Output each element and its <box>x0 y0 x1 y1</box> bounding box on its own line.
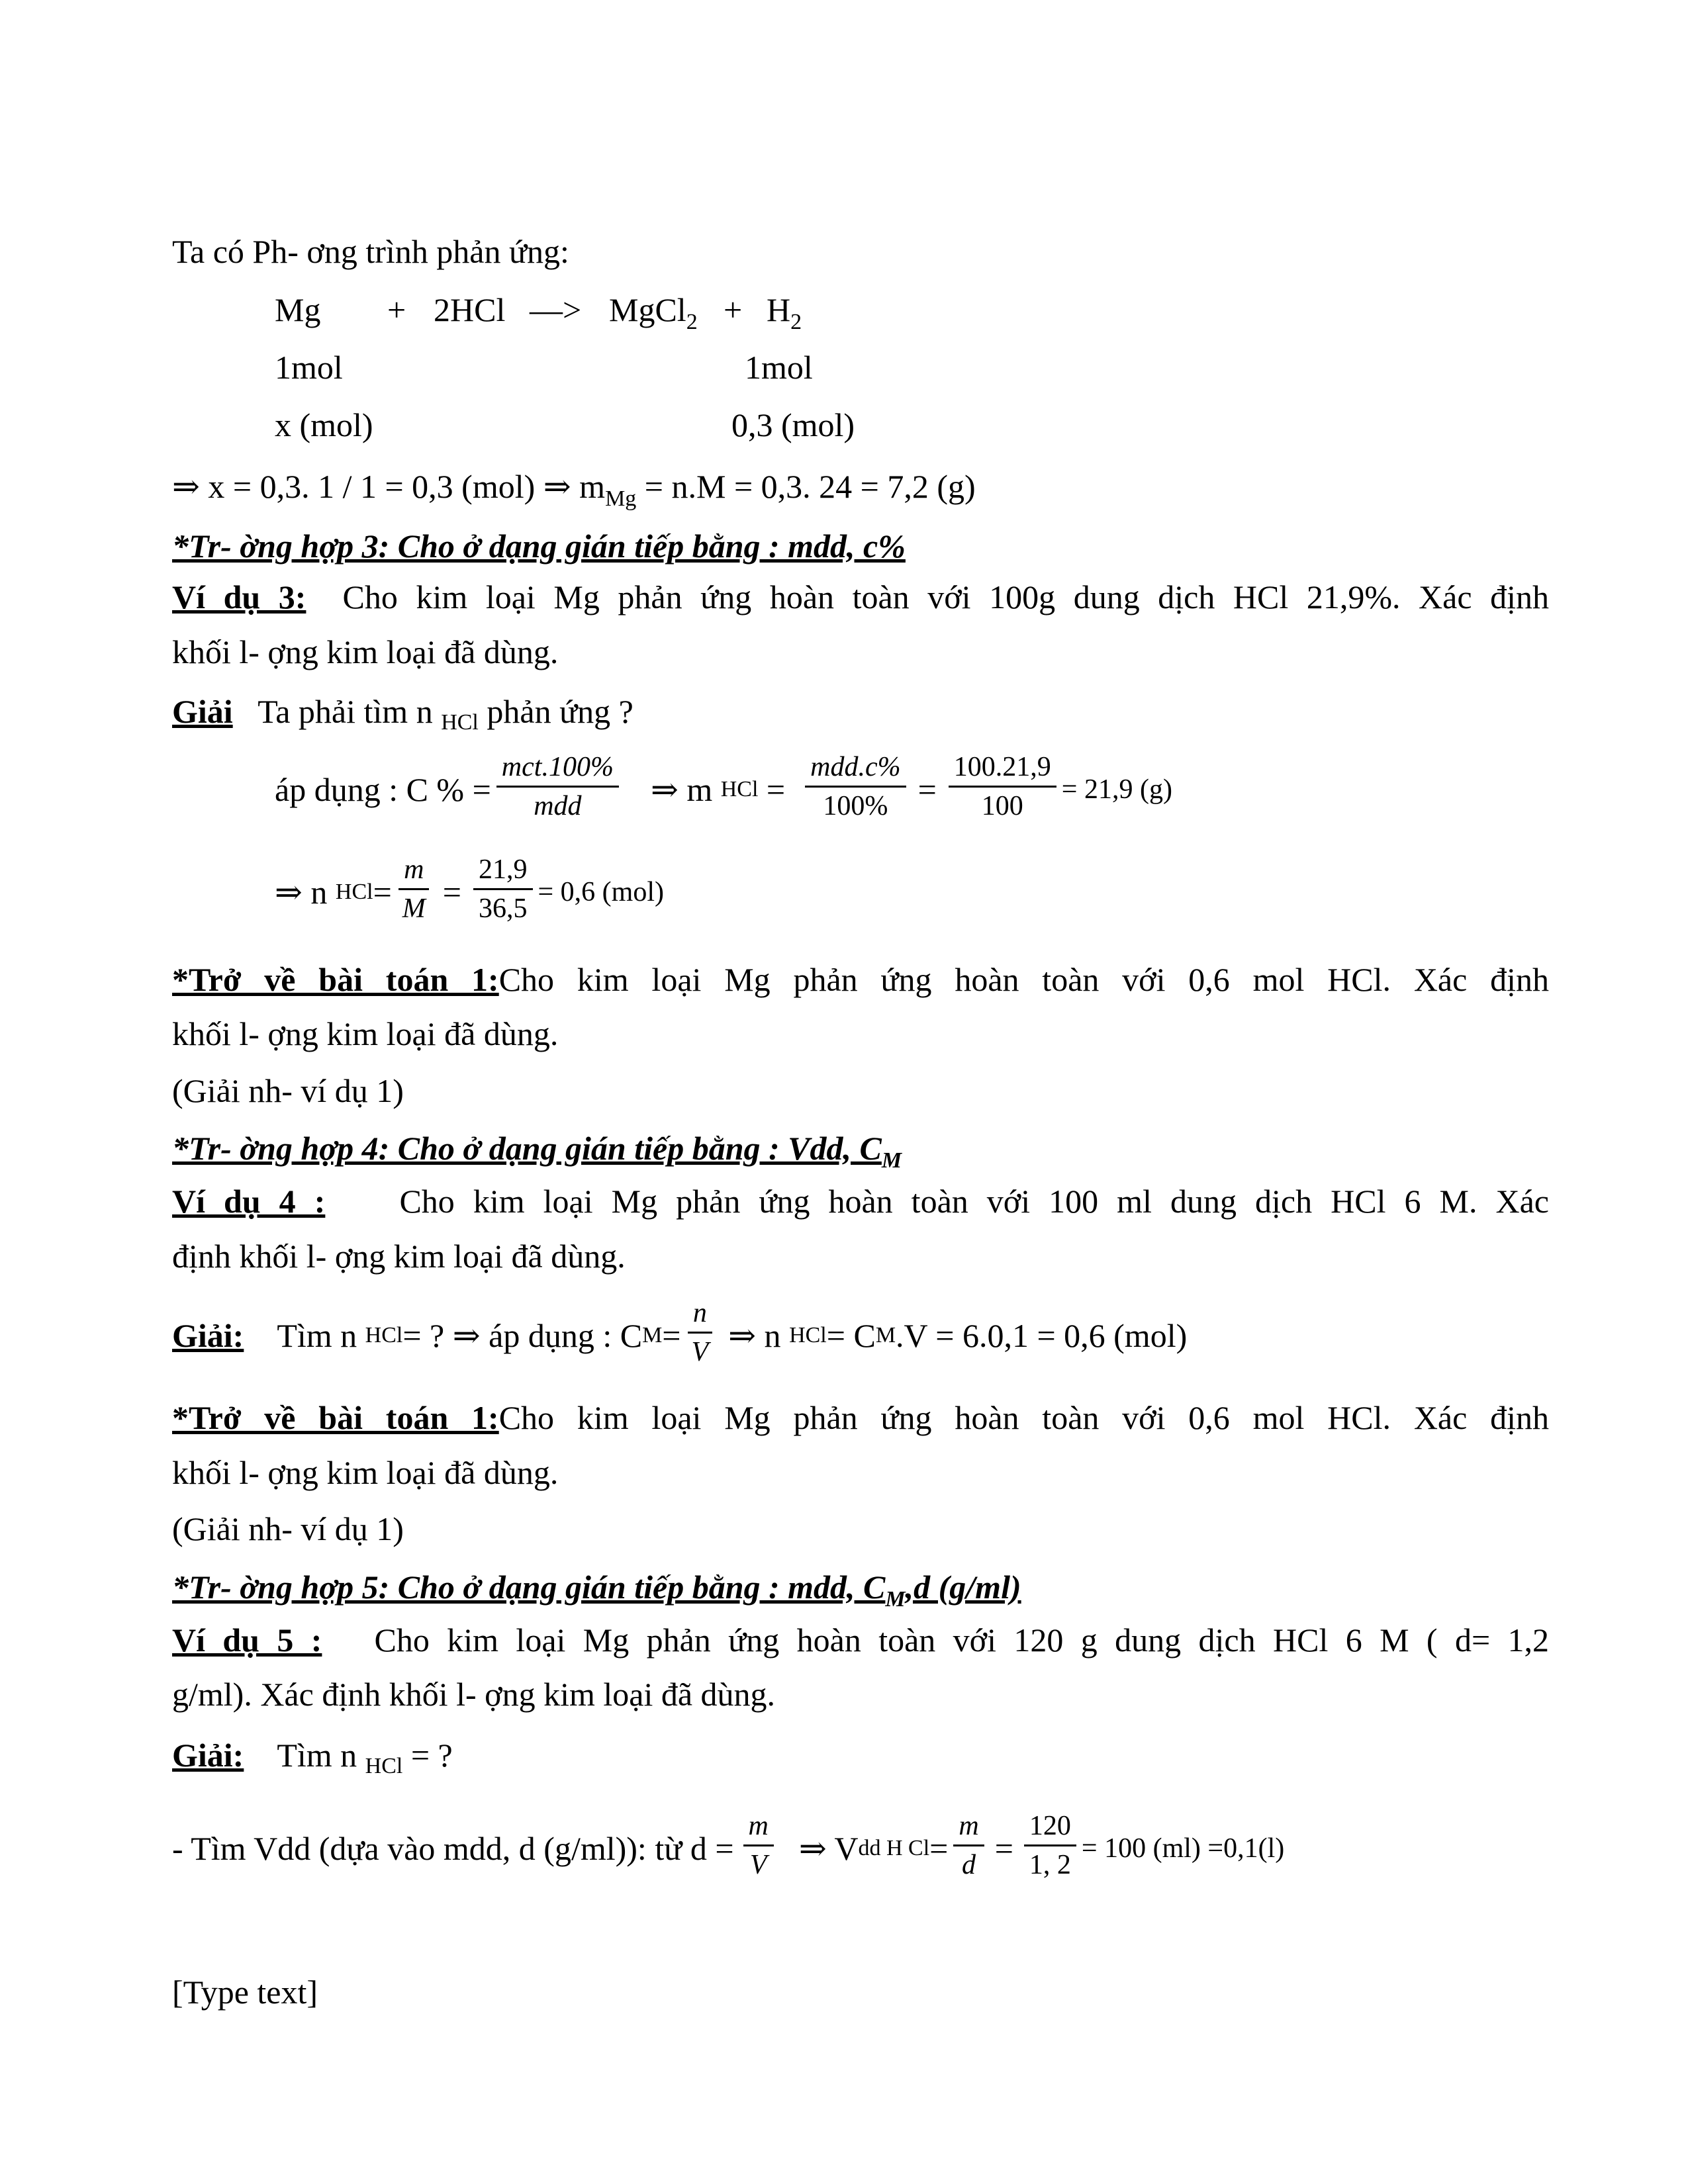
eq-mgcl2: MgCl$_2$ <box>609 291 698 334</box>
eq-mol-left: 1mol <box>275 349 343 386</box>
back-to-problem-1: *Trở về bài toán 1:Cho kim loại Mg phản ứng hoàn toàn với 0,6 mol HCl. Xác định <box>172 961 1549 998</box>
back-1-line-3: (Giải nh- ví dụ 1) <box>172 1072 404 1109</box>
eq-x-right: 0,3 (mol) <box>731 406 855 443</box>
solution-4: Giải: Tìm n HCl = ? ⇒ áp dụng : C M = $\frac{n}{V}$ ⇒ n HCl = C M .V = 6.0,1 = 0,6 (mol) <box>172 1297 1187 1373</box>
example-3-line-1: Ví dụ 3: Cho kim loại Mg phản ứng hoàn toàn với 100g dung dịch HCl 21,9%. Xác định <box>172 578 1550 615</box>
example-4-line-2: định khối l- ợng kim loại đã dùng. <box>172 1238 626 1275</box>
eq-plus: + <box>387 291 406 328</box>
formula-vdd: - Tìm Vdd (dựa vào mdd, d (g/ml)): từ d = $\frac{m}{V}$ ⇒ V dd H Cl = $\frac{m}{d}$ = $\frac{120}{1, 2}$ = 100 (ml) =0,1(l) <box>172 1810 1284 1886</box>
solution-5: Giải: Tìm n $_{HCl}$ = ? <box>172 1737 453 1778</box>
intro-line: Ta có Ph- ơng trình phản ứng: <box>172 233 569 270</box>
footer-placeholder: [Type text] <box>172 1974 318 2011</box>
example-5-line-1: Ví dụ 5 : Cho kim loại Mg phản ứng hoàn toàn với 120 g dung dịch HCl 6 M ( d= 1,2 <box>172 1621 1550 1659</box>
example-4-line-1: Ví dụ 4 : Cho kim loại Mg phản ứng hoàn toàn với 100 ml dung dịch HCl 6 M. Xác <box>172 1183 1550 1220</box>
back-1-line-2: khối l- ợng kim loại đã dùng. <box>172 1015 559 1052</box>
example-5-line-2: g/ml). Xác định khối l- ợng kim loại đã dùng. <box>172 1676 776 1713</box>
solution-3: Giải Ta phải tìm n $_{HCl}$ phản ứng ? <box>172 693 633 735</box>
result-line: ⇒ x = 0,3. 1 / 1 = 0,3 (mol) ⇒ $m_{Mg} = n.M = 0,3$. 24 = 7,2 (g) <box>172 468 976 511</box>
formula-c-percent: áp dụng : C % = $\frac{\text{mct.100\%}}{\text{mdd}}$ ⇒ m HCl = $\frac{\text{mdd.c\%}}{100\%}$ = $\frac{100.21,9}{100}$ = 21,9 (g) <box>275 751 1172 827</box>
back-2-line-2: khối l- ợng kim loại đã dùng. <box>172 1454 559 1491</box>
eq-h2: $H_2$ <box>767 291 802 334</box>
eq-x-left: x (mol) <box>275 406 373 443</box>
back-2-line-3: (Giải nh- ví dụ 1) <box>172 1510 404 1547</box>
eq-mol-right: 1mol <box>745 349 813 386</box>
eq-plus-2: + <box>724 291 743 328</box>
eq-arrow: —> <box>530 291 582 328</box>
heading-case-3: *Tr- ờng hợp 3: Cho ở dạng gián tiếp bằng : mdd, c% <box>172 527 906 565</box>
example-3-line-2: khối l- ợng kim loại đã dùng. <box>172 633 559 670</box>
eq-hcl: 2HCl <box>434 291 506 328</box>
heading-case-4: *Tr- ờng hợp 4: Cho ở dạng gián tiếp bằng : Vdd, $C_M$ <box>172 1130 902 1173</box>
formula-n-hcl: ⇒ n HCl = $\frac{m}{M}$ = $\frac{21,9}{36,5}$ = 0,6 (mol) <box>275 854 664 930</box>
eq-mg: Mg <box>275 291 321 328</box>
back-to-problem-1-b: *Trở về bài toán 1:Cho kim loại Mg phản ứng hoàn toàn với 0,6 mol HCl. Xác định <box>172 1399 1549 1436</box>
heading-case-5: *Tr- ờng hợp 5: Cho ở dạng gián tiếp bằng : mdd, $C_M,d$ (g/ml) <box>172 1569 1021 1612</box>
